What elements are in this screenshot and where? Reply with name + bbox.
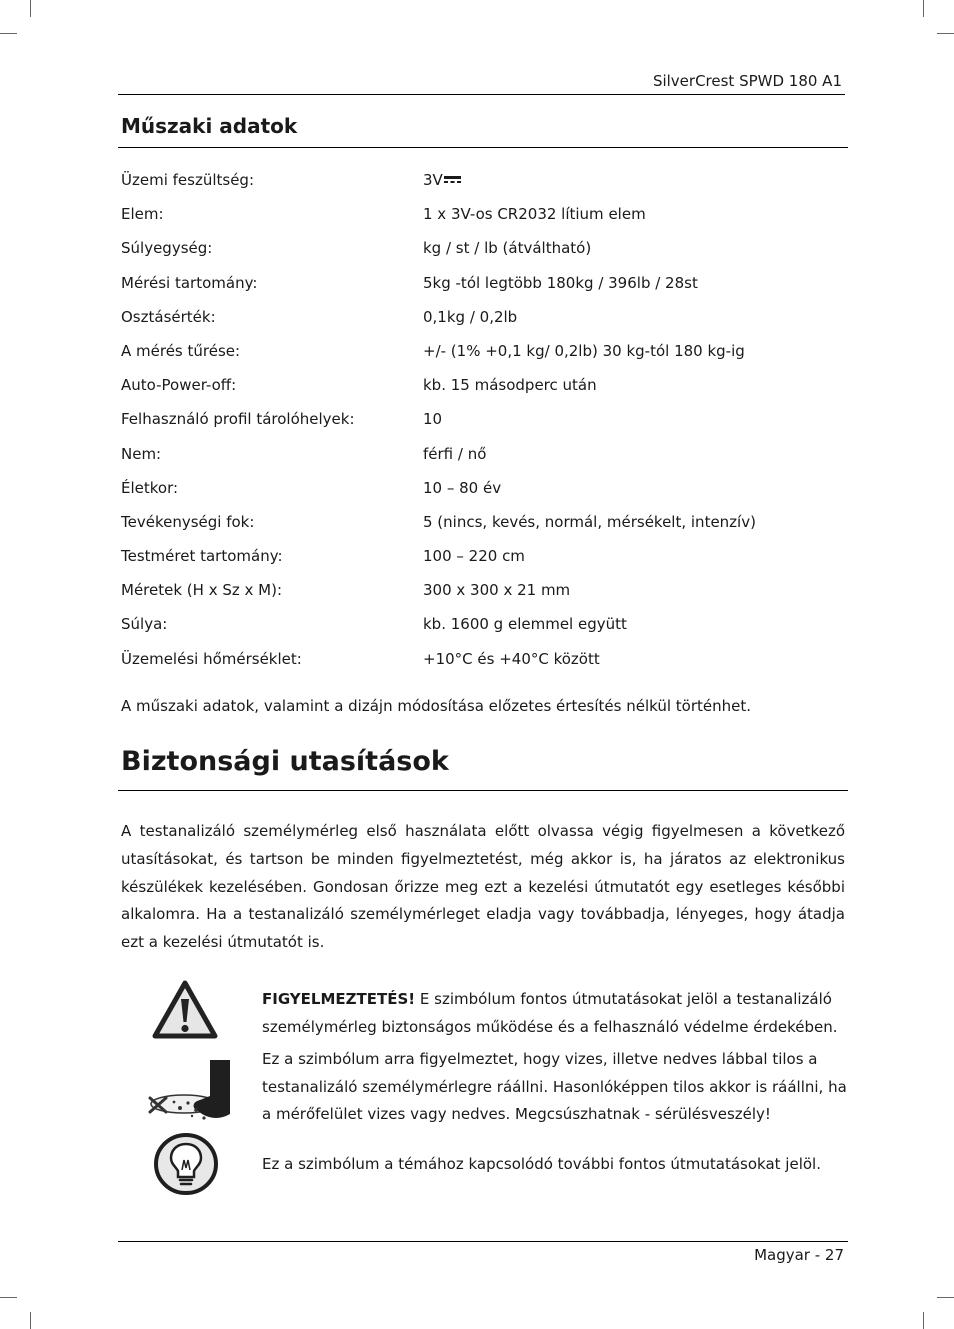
spec-row xyxy=(121,510,847,544)
spec-value: 5 (nincs, kevés, normál, mérsékelt, intenzív) xyxy=(423,512,756,531)
crop-mark xyxy=(937,33,954,34)
wet-warning-text: Ez a szimbólum arra figyelmeztet, hogy vizes, illetve nedves lábbal tilos a testanalizáló személymérlegre ráállni. Hasonlóképpen tilos akkor is ráállni, ha a mérőfelület vizes vagy nedves. Megcsúszhatnak - sérülésveszély! xyxy=(262,1050,847,1123)
spec-row xyxy=(121,373,847,407)
crop-mark xyxy=(0,1297,17,1298)
spec-label: Méretek (H x Sz x M): xyxy=(121,581,283,600)
crop-mark xyxy=(923,0,924,17)
spec-row xyxy=(121,271,847,305)
header-rule xyxy=(118,94,845,95)
spec-label: Tevékenységi fok: xyxy=(121,512,255,531)
spec-value: 1 x 3V-os CR2032 lítium elem xyxy=(423,205,646,224)
spec-row xyxy=(121,236,847,270)
spec-row xyxy=(121,407,847,441)
technical-data-title: Műszaki adatok xyxy=(121,114,298,138)
spec-value: 300 x 300 x 21 mm xyxy=(423,581,571,600)
spec-value: férfi / nő xyxy=(423,444,487,463)
spec-row xyxy=(121,612,847,646)
crop-mark xyxy=(937,1297,954,1298)
spec-value xyxy=(423,168,847,202)
spec-value: kb. 1600 g elemmel együtt xyxy=(423,615,627,634)
warning-text xyxy=(262,986,848,1041)
spec-value: 5kg -tól legtöbb 180kg / 396lb / 28st xyxy=(423,273,698,292)
crop-mark xyxy=(0,33,17,34)
wet-foot-icon xyxy=(142,1058,234,1124)
section-rule xyxy=(118,790,848,791)
spec-value: kb. 15 másodperc után xyxy=(423,376,597,395)
tip-text: Ez a szimbólum a témához kapcsolódó további fontos útmutatásokat jelöl. xyxy=(262,1155,821,1173)
page-header: SilverCrest SPWD 180 A1 xyxy=(652,72,842,90)
warning-label: FIGYELMEZTETÉS! xyxy=(262,990,416,1008)
page-number: Magyar - 27 xyxy=(754,1246,844,1264)
spec-value: +10°C és +40°C között xyxy=(423,649,600,668)
spec-row xyxy=(121,305,847,339)
spec-label: Elem: xyxy=(121,205,164,224)
spec-value: 0,1kg / 0,2lb xyxy=(423,307,518,326)
spec-label: Üzemelési hőmérséklet: xyxy=(121,649,302,668)
spec-row xyxy=(121,476,847,510)
spec-label: Mérési tartomány: xyxy=(121,273,258,292)
spec-label: Osztásérték: xyxy=(121,307,216,326)
spec-label: Üzemi feszültség: xyxy=(121,171,255,189)
spec-note: A műszaki adatok, valamint a dizájn módosítása előzetes értesítés nélkül történhet. xyxy=(121,697,752,715)
spec-row xyxy=(121,202,847,236)
spec-value: 10 – 80 év xyxy=(423,478,502,497)
warning-body: E szimbólum fontos útmutatásokat jelöl a testanalizáló személymérleg biztonságos működése és a felhasználó védelme érdekében. xyxy=(262,990,838,1036)
spec-label: Súlya: xyxy=(121,615,168,634)
safety-title: Biztonsági utasítások xyxy=(121,746,449,777)
safety-intro: A testanalizáló személymérleg első használata előtt olvassa végig figyelmesen a következő utasításokat, és tartson be minden figyelmeztetést, még akkor is, ha járatos az elektronikus készülékek kezelésében. Gondosan őrizze meg ezt a kezelési útmutatót egy esetleges későbbi alkalomra. Ha a testanalizáló személymérleget eladja vagy továbbadja, lényeges, hogy átadja ezt a kezelési útmutatót is. xyxy=(121,822,845,952)
spec-value: +/- (1% +0,1 kg/ 0,2lb) 30 kg-tól 180 kg-ig xyxy=(423,341,745,360)
warning-triangle-icon xyxy=(151,979,219,1041)
spec-row xyxy=(121,339,847,373)
spec-row xyxy=(121,647,847,681)
spec-label: Életkor: xyxy=(121,478,179,497)
dc-current-icon xyxy=(444,176,461,183)
light-bulb-icon xyxy=(153,1132,219,1196)
spec-label: Nem: xyxy=(121,444,162,463)
section-rule xyxy=(118,147,848,148)
crop-mark xyxy=(30,0,31,17)
spec-label: Súlyegység: xyxy=(121,239,213,258)
spec-label: Felhasználó profil tárolóhelyek: xyxy=(121,410,355,429)
spec-row xyxy=(121,168,847,202)
spec-label: Auto-Power-off: xyxy=(121,376,237,395)
spec-value: 100 – 220 cm xyxy=(423,547,525,566)
spec-row xyxy=(121,544,847,578)
spec-label: Testméret tartomány: xyxy=(121,547,283,566)
spec-value: kg / st / lb (átváltható) xyxy=(423,239,592,258)
spec-row xyxy=(121,442,847,476)
footer-rule xyxy=(118,1241,848,1242)
spec-label: A mérés tűrése: xyxy=(121,341,241,360)
crop-mark xyxy=(923,1312,924,1329)
crop-mark xyxy=(30,1312,31,1329)
spec-value-text: 3V xyxy=(423,171,443,189)
spec-table xyxy=(121,168,847,681)
spec-value: 10 xyxy=(423,410,443,429)
spec-row xyxy=(121,578,847,612)
